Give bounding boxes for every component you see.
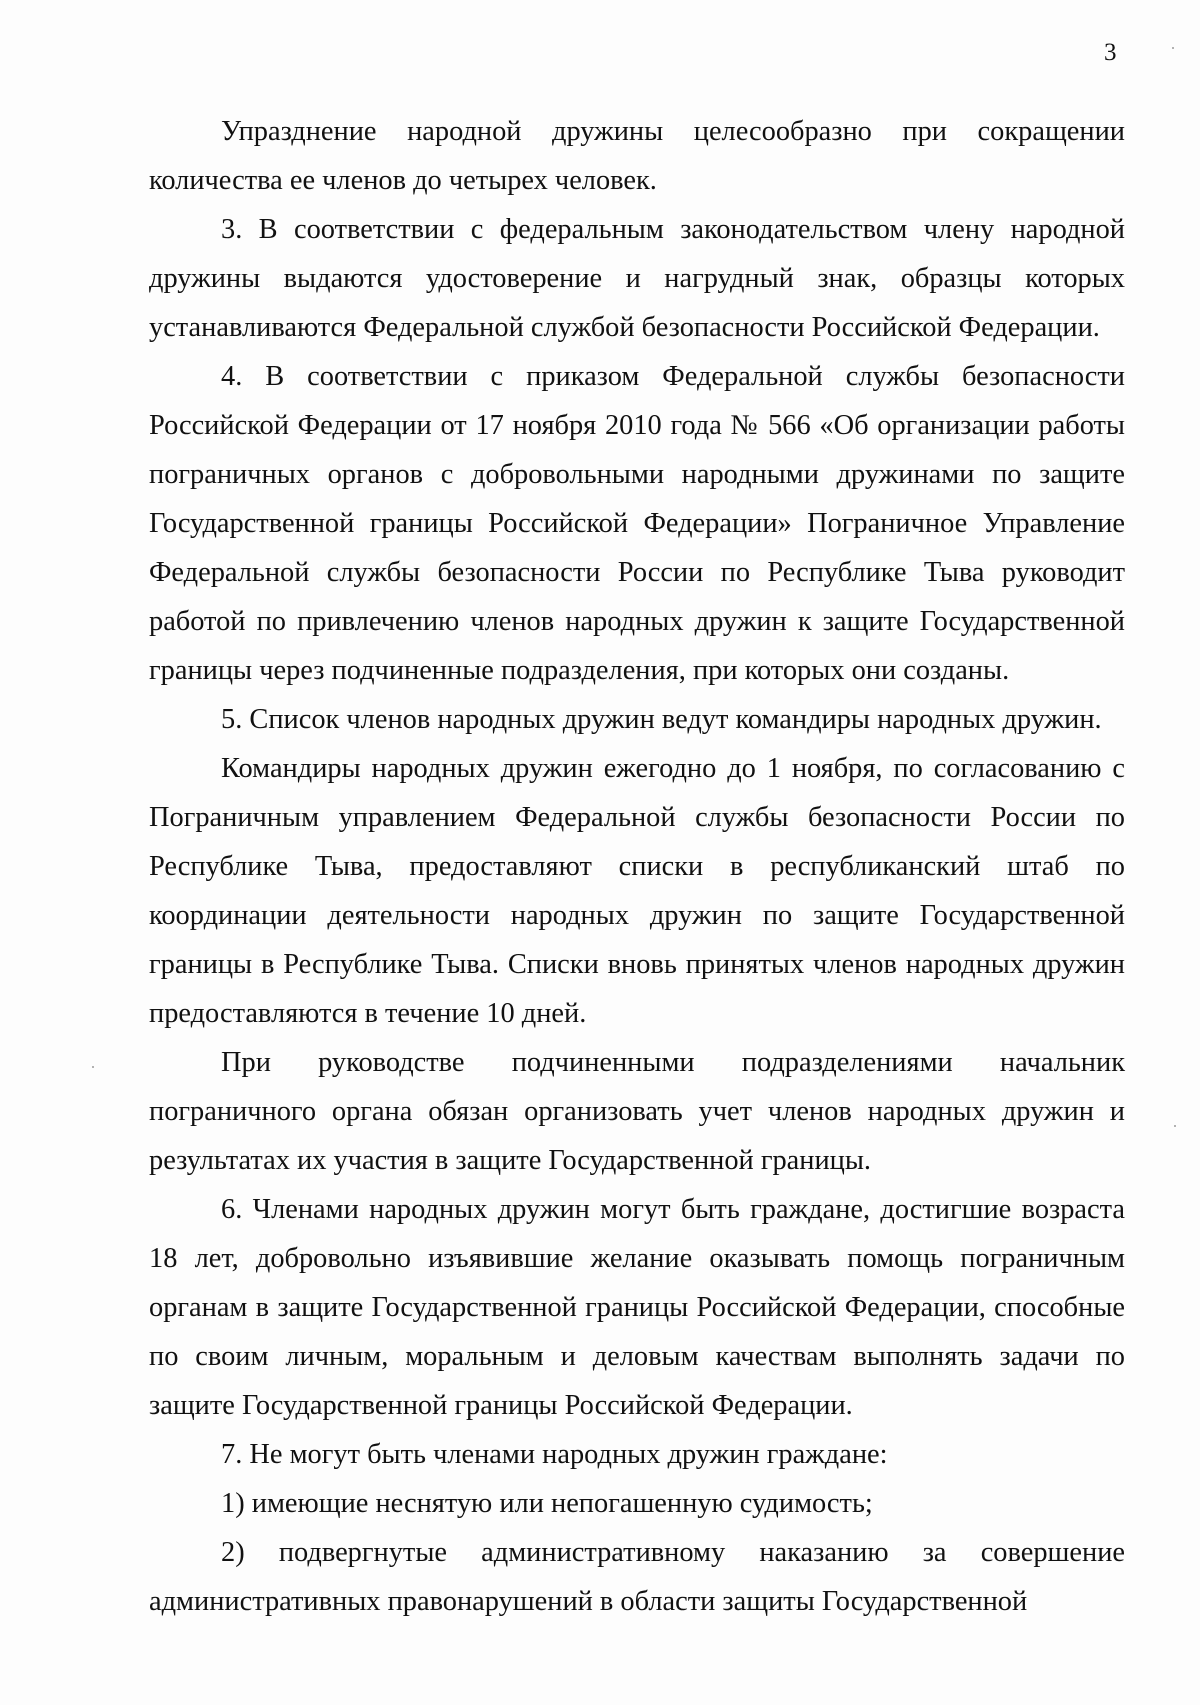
text-line: Упразднение народной дружины целесообразно при сокращении <box>221 116 1125 147</box>
text-line: При руководстве подчиненными подразделениями начальник <box>221 1047 1125 1078</box>
text-line: результатах их участия в защите Государственной границы. <box>149 1145 872 1176</box>
paragraph-7-item-2 <box>149 1528 1125 1626</box>
scan-speck <box>1174 1125 1176 1127</box>
text-line: Федеральной службы безопасности России по Республике Тыва руководит <box>149 557 1125 588</box>
paragraph-abolition <box>149 107 1125 205</box>
text-line: границы в Республике Тыва. Списки вновь принятых членов народных дружин <box>149 949 1125 980</box>
text-line: Республике Тыва, предоставляют списки в республиканский штаб по <box>149 851 1125 882</box>
paragraph-6-eligibility <box>149 1185 1125 1430</box>
text-line: административных правонарушений в области защиты Государственной <box>149 1586 1028 1617</box>
text-line: Российской Федерации от 17 ноября 2010 года № 566 «Об организации работы <box>149 410 1125 441</box>
paragraph-7-item-1 <box>149 1479 1125 1528</box>
page-number: 3 <box>1104 39 1117 66</box>
text-line: 5. Список членов народных дружин ведут командиры народных дружин. <box>221 704 1102 735</box>
text-line: 3. В соответствии с федеральным законодательством члену народной <box>221 214 1125 245</box>
document-body <box>149 107 1125 1626</box>
paragraph-commanders <box>149 744 1125 1038</box>
paragraph-7-exclusions <box>149 1430 1125 1479</box>
text-line: 1) имеющие неснятую или непогашенную судимость; <box>221 1488 873 1519</box>
paragraph-4-fsb-order <box>149 352 1125 695</box>
text-line: координации деятельности народных дружин по защите Государственной <box>149 900 1125 931</box>
text-line: устанавливаются Федеральной службой безопасности Российской Федерации. <box>149 312 1100 343</box>
paragraph-3-certificate <box>149 205 1125 352</box>
text-line: пограничного органа обязан организовать учет членов народных дружин и <box>149 1096 1125 1127</box>
text-line: 4. В соответствии с приказом Федеральной службы безопасности <box>221 361 1125 392</box>
scan-speck <box>92 1066 94 1068</box>
text-line: Государственной границы Российской Федерации» Пограничное Управление <box>149 508 1125 539</box>
text-line: количества ее членов до четырех человек. <box>149 165 657 196</box>
paragraph-5-member-list <box>149 695 1125 744</box>
text-line: Пограничным управлением Федеральной службы безопасности России по <box>149 802 1125 833</box>
text-line: пограничных органов с добровольными народными дружинами по защите <box>149 459 1125 490</box>
text-line: по своим личным, моральным и деловым качествам выполнять задачи по <box>149 1341 1125 1372</box>
text-line: 7. Не могут быть членами народных дружин граждане: <box>221 1439 888 1470</box>
text-line: защите Государственной границы Российской Федерации. <box>149 1390 853 1421</box>
text-line: Командиры народных дружин ежегодно до 1 ноября, по согласованию с <box>221 753 1125 784</box>
text-line: 18 лет, добровольно изъявившие желание оказывать помощь пограничным <box>149 1243 1125 1274</box>
text-line: дружины выдаются удостоверение и нагрудный знак, образцы которых <box>149 263 1125 294</box>
text-line: границы через подчиненные подразделения, при которых они созданы. <box>149 655 1010 686</box>
text-line: 2) подвергнутые административному наказанию за совершение <box>221 1537 1125 1568</box>
scan-speck <box>1172 47 1174 49</box>
text-line: органам в защите Государственной границы Российской Федерации, способные <box>149 1292 1125 1323</box>
paragraph-supervision <box>149 1038 1125 1185</box>
text-line: работой по привлечению членов народных дружин к защите Государственной <box>149 606 1125 637</box>
text-line: предоставляются в течение 10 дней. <box>149 998 587 1029</box>
text-line: 6. Членами народных дружин могут быть граждане, достигшие возраста <box>221 1194 1125 1225</box>
